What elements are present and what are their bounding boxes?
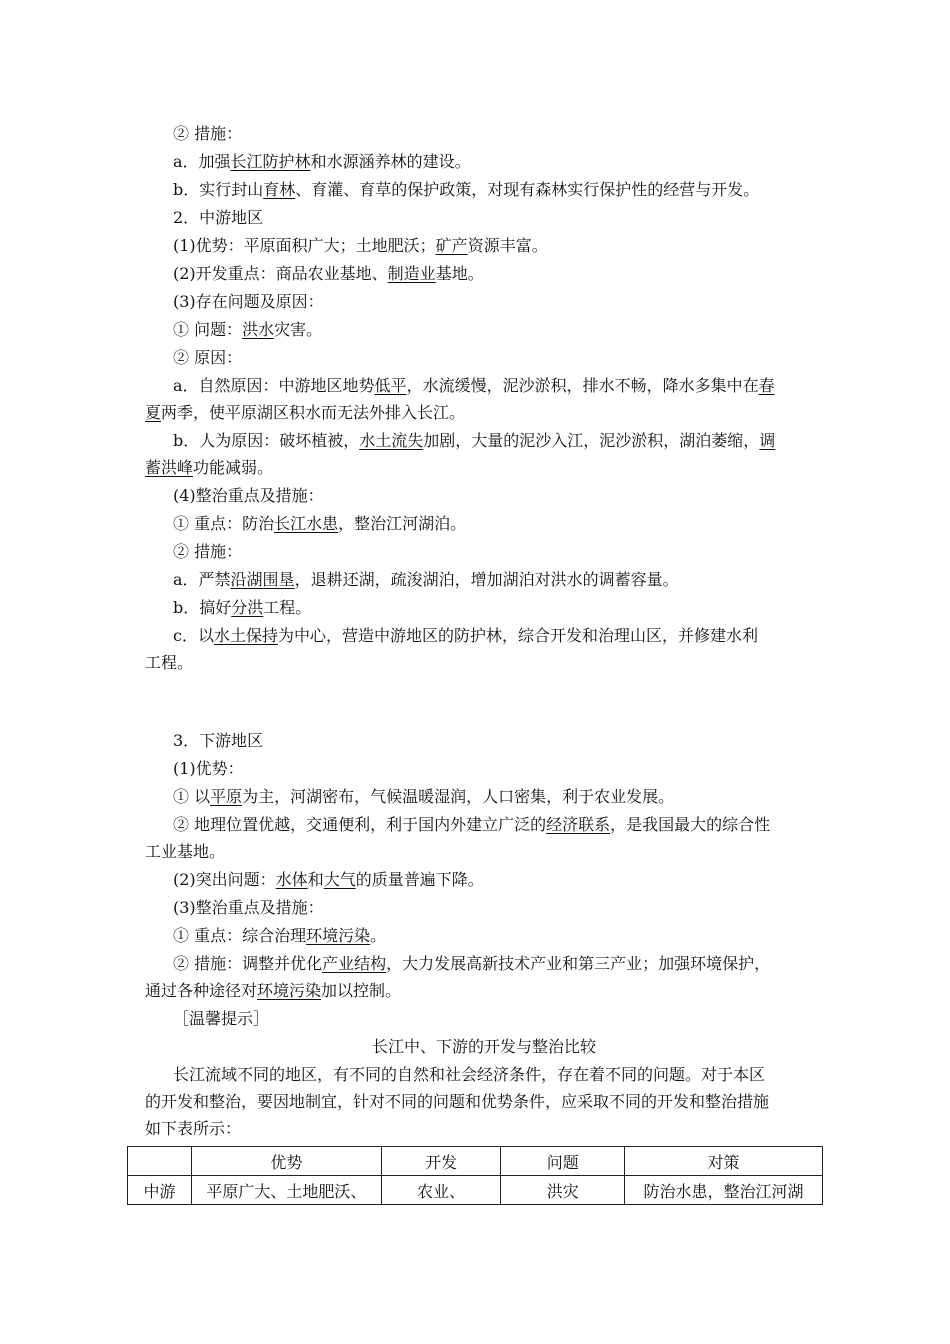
text-span: 加以控制。	[321, 981, 402, 1000]
text-span: ② 原因：	[173, 348, 243, 367]
text-line	[173, 180, 759, 200]
text-line	[173, 570, 679, 590]
text-span: 、育灌、育草的保护政策，对现有森林实行保护性的经营与开发。	[295, 180, 760, 199]
table-header-cell: 问题	[501, 1147, 625, 1176]
text-line	[173, 431, 775, 451]
underlined-term: 沿湖围垦	[230, 570, 295, 589]
text-span: 工业基地。	[145, 842, 226, 861]
underlined-term: 制造业	[387, 264, 436, 283]
underlined-term: 春	[758, 376, 775, 395]
text-line	[173, 348, 242, 368]
text-line	[173, 954, 770, 974]
text-line	[173, 376, 775, 396]
text-span: ② 措施：	[173, 124, 243, 143]
table-cell: 农业、	[381, 1176, 501, 1205]
text-line	[173, 152, 471, 172]
text-span: ，整治江河湖泊。	[338, 514, 467, 533]
text-line	[173, 1065, 765, 1085]
table-cell: 防治水患，整治江河湖	[625, 1176, 823, 1205]
text-line	[145, 981, 401, 1001]
text-span: (1)优势：	[173, 759, 244, 778]
underlined-term: 洪水	[242, 320, 275, 339]
text-span: (3)整治重点及措施：	[173, 898, 324, 917]
text-line	[145, 842, 225, 862]
text-span: 长江流域不同的地区，有不同的自然和社会经济条件，存在着不同的问题。对于本区	[173, 1065, 766, 1084]
text-line	[173, 759, 244, 779]
text-span: ① 重点：防治	[173, 514, 275, 533]
underlined-term: 长江防护林	[230, 152, 311, 171]
text-line	[173, 1009, 269, 1029]
text-line	[173, 731, 263, 751]
underlined-term: 夏	[145, 403, 162, 422]
text-span: 灾害。	[274, 320, 323, 339]
text-span: (4)整治重点及措施：	[173, 486, 324, 505]
text-span: (1)优势：平原面积广大；土地肥沃；	[173, 236, 436, 255]
underlined-term: 低平	[374, 376, 407, 395]
table-cell: 洪灾	[501, 1176, 625, 1205]
text-span: 为中心，营造中游地区的防护林，综合开发和治理山区，并修建水利	[277, 626, 758, 645]
text-span: c．以	[173, 626, 214, 645]
text-line	[173, 124, 242, 144]
underlined-term: 环境污染	[257, 981, 322, 1000]
text-line	[173, 626, 758, 646]
text-span: 为主，河湖密布，气候温暖湿润，人口密集，利于农业发展。	[242, 787, 675, 806]
text-line	[173, 514, 466, 534]
text-span: 基地。	[435, 264, 484, 283]
text-span: (2)开发重点：商品农业基地、	[173, 264, 388, 283]
comparison-table	[127, 1146, 823, 1205]
table-header-cell: 优势	[191, 1147, 381, 1176]
text-span: 的开发和整治，要因地制宜，针对不同的问题和优势条件，应采取不同的开发和整治措施	[145, 1092, 770, 1111]
text-line	[145, 1092, 769, 1112]
text-line	[145, 1119, 241, 1139]
text-line	[173, 292, 324, 312]
text-line	[173, 870, 484, 890]
text-span: b．人为原因：破坏植被，	[173, 431, 360, 450]
table-row	[128, 1176, 823, 1205]
text-span: a．自然原因：中游地区地势	[173, 376, 375, 395]
text-span: (3)存在问题及原因：	[173, 292, 324, 311]
text-span: b．实行封山	[173, 180, 264, 199]
text-span: ，退耕还湖，疏浚湖泊，增加湖泊对洪水的调蓄容量。	[294, 570, 679, 589]
text-span: 。	[370, 926, 387, 945]
underlined-term: 育林	[263, 180, 296, 199]
text-span: (2)突出问题：	[173, 870, 276, 889]
text-line	[173, 815, 770, 835]
text-span: b．搞好	[173, 598, 232, 617]
text-span: ② 措施：调整并优化	[173, 954, 323, 973]
text-line	[145, 653, 193, 673]
text-line	[173, 598, 311, 618]
text-span: 的质量普遍下降。	[355, 870, 484, 889]
text-span: 和水源涵养林的建设。	[310, 152, 471, 171]
text-line	[173, 486, 324, 506]
text-span: ① 重点：综合治理	[173, 926, 307, 945]
underlined-term: 长江水患	[274, 514, 339, 533]
underlined-term: 产业结构	[322, 954, 387, 973]
underlined-term: 水土流失	[359, 431, 424, 450]
text-span: 资源丰富。	[467, 236, 548, 255]
table-cell: 中游	[128, 1176, 192, 1205]
table-header-row	[128, 1147, 823, 1176]
text-span: ，大力发展高新技术产业和第三产业；加强环境保护，	[386, 954, 771, 973]
text-line	[173, 264, 484, 284]
text-span: a．加强	[173, 152, 231, 171]
underlined-term: 调	[759, 431, 776, 450]
text-span: 工程。	[263, 598, 312, 617]
section-heading: 长江中、下游的开发与整治比较	[371, 1037, 596, 1056]
table-header-cell: 开发	[381, 1147, 501, 1176]
text-span: 两季，使平原湖区积水而无法外排入长江。	[161, 403, 466, 422]
text-span: ［温馨提示］	[173, 1009, 270, 1028]
text-line	[173, 208, 263, 228]
text-line	[173, 926, 386, 946]
text-span: 和	[307, 870, 324, 889]
underlined-term: 矿产	[435, 236, 468, 255]
text-line	[173, 236, 548, 256]
underlined-term: 大气	[323, 870, 356, 889]
underlined-term: 蓄洪峰	[145, 458, 194, 477]
text-span: 如下表所示：	[145, 1119, 242, 1138]
text-span: ① 以	[173, 787, 211, 806]
underlined-term: 分洪	[231, 598, 264, 617]
text-span: 3．下游地区	[173, 731, 264, 750]
table-cell: 平原广大、土地肥沃、	[191, 1176, 381, 1205]
text-line	[173, 898, 324, 918]
text-line	[173, 787, 674, 807]
text-span: 功能减弱。	[193, 458, 274, 477]
text-span: ② 措施：	[173, 542, 243, 561]
underlined-term: 水体	[275, 870, 308, 889]
text-span: ② 地理位置优越，交通便利，利于国内外建立广泛的	[173, 815, 547, 834]
text-span: 加剧，大量的泥沙入江，泥沙淤积，湖泊萎缩，	[423, 431, 760, 450]
text-line	[145, 458, 273, 478]
text-span: 工程。	[145, 653, 194, 672]
text-line	[145, 403, 465, 423]
text-span: ，是我国最大的综合性	[610, 815, 771, 834]
table-header-cell	[128, 1147, 192, 1176]
text-line	[173, 320, 322, 340]
underlined-term: 水土保持	[213, 626, 278, 645]
text-line	[173, 542, 242, 562]
underlined-term: 环境污染	[306, 926, 371, 945]
text-span: 通过各种途径对	[145, 981, 258, 1000]
text-span: a．严禁	[173, 570, 231, 589]
text-span: ① 问题：	[173, 320, 243, 339]
text-span: ，水流缓慢，泥沙淤积，排水不畅，降水多集中在	[406, 376, 759, 395]
underlined-term: 经济联系	[546, 815, 611, 834]
text-span: 2．中游地区	[173, 208, 264, 227]
table-header-cell: 对策	[625, 1147, 823, 1176]
underlined-term: 平原	[210, 787, 243, 806]
